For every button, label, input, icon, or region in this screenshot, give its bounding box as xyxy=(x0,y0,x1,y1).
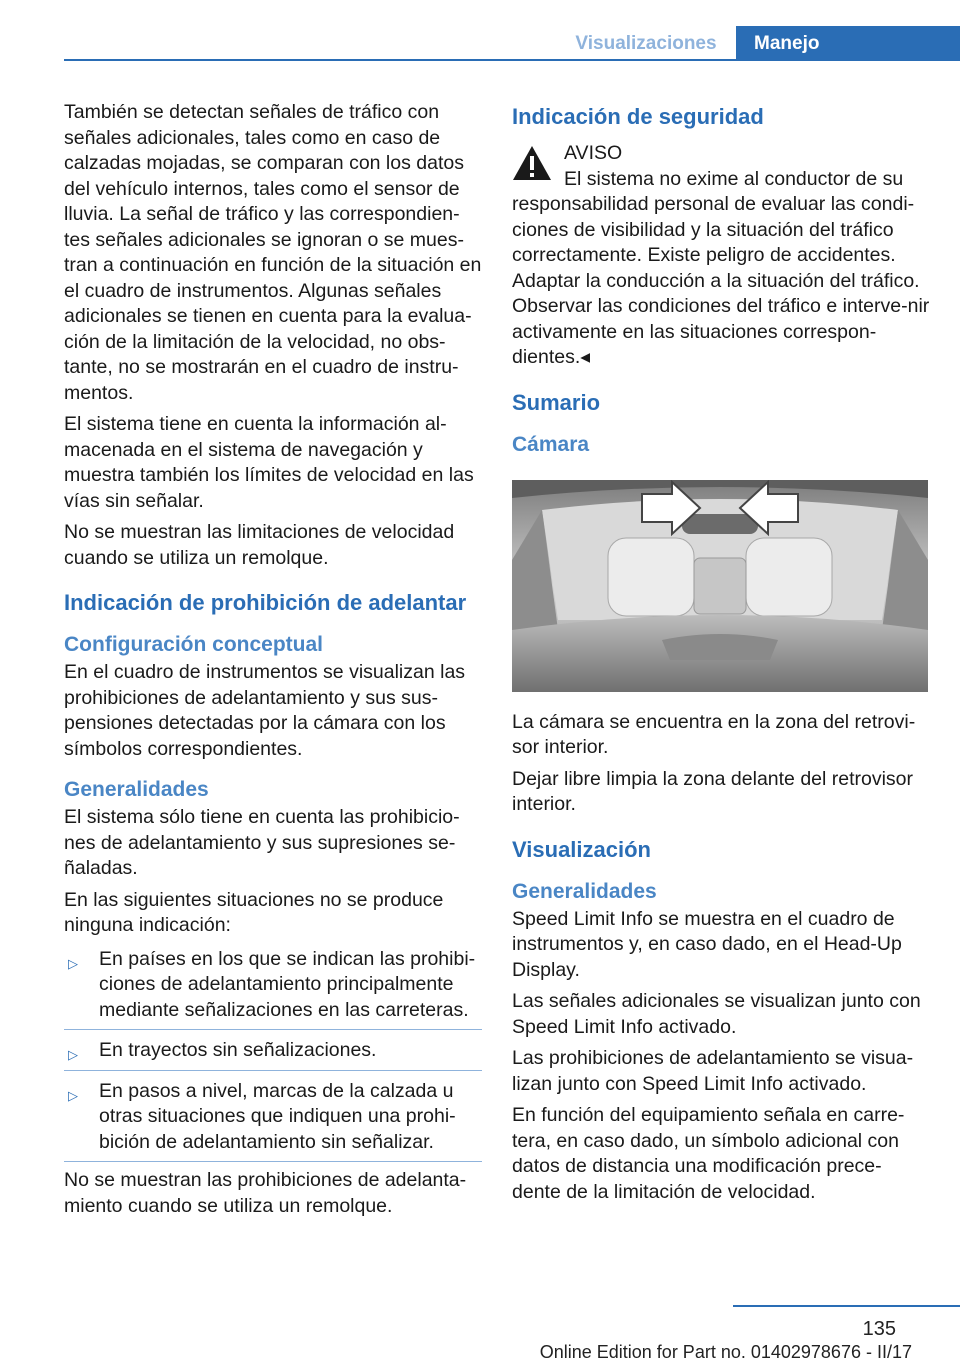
section-heading-safety: Indicación de seguridad xyxy=(512,104,764,129)
paragraph: No se muestran las limitaciones de velocidad cuando se utiliza un remolque. xyxy=(64,521,455,569)
warning-text: responsabilidad personal de evaluar las condi-ciones de visibilidad y la situación del tráfico correctamente. Existe peligro de accidentes. Adaptar la conducción a la situación del tráfico. Observar las condiciones del tráfico e interve-nir activamente en las situaciones correspon-dientes.◂ xyxy=(512,193,930,368)
bullet-list xyxy=(64,945,482,1163)
warning-label: AVISO xyxy=(564,142,623,164)
paragraph: No se muestran las prohibiciones de adelanta-miento cuando se utiliza un remolque. xyxy=(64,1169,467,1217)
bullet-marker-icon: ▷ xyxy=(68,1047,78,1062)
paragraph: El sistema tiene en cuenta la información al-macenada en el sistema de navegación y muestra también los límites de velocidad en las vías sin señalar. xyxy=(64,413,474,512)
subheading-camera: Cámara xyxy=(512,432,590,456)
paragraph: En el cuadro de instrumentos se visualizan las prohibiciones de adelantamiento y sus sus-pensiones detectadas por la cámara con los símbolos correspondientes. xyxy=(64,661,466,760)
subheading-general: Generalidades xyxy=(64,778,209,801)
header-tab-manejo: Manejo xyxy=(736,26,960,61)
right-column xyxy=(512,100,930,1211)
section-heading-summary: Sumario xyxy=(512,389,601,415)
bullet-marker-icon: ▷ xyxy=(68,955,78,971)
paragraph: También se detectan señales de tráfico con señales adicionales, tales como en caso de calzadas mojadas, se comparan con los datos del vehículo internos, tales como el sensor de lluvia. La señal de tráfico y las correspondien-tes señales adicionales se ignoran o se mues-tran a continuación en función de la situación en el cuadro de instrumentos. Algunas señales adicionales se tienen en cuenta para la evalua-ción de la limitación de la velocidad, no obs-tante, no se mostrarán en el cuadro de instru-mentos. xyxy=(64,101,482,404)
header-rule xyxy=(64,59,960,61)
list-item: ▷ En pasos a nivel, marcas de la calzada u otras situaciones que indiquen una prohi-bición de adelantamiento sin señalizar. xyxy=(64,1077,482,1163)
bullet-marker-icon: ▷ xyxy=(68,1087,78,1103)
paragraph: Las prohibiciones de adelantamiento se visua-lizan junto con Speed Limit Info activado. xyxy=(512,1047,914,1095)
paragraph: El sistema sólo tiene en cuenta las prohibicio-nes de adelantamiento y sus supresiones se-ñaladas. xyxy=(64,806,460,879)
page-number: 135 xyxy=(862,1318,896,1340)
section-heading-overtaking: Indicación de prohibición de adelantar xyxy=(64,590,467,615)
subheading-config: Configuración conceptual xyxy=(64,633,324,656)
subheading-general: Generalidades xyxy=(512,879,657,903)
warning-block xyxy=(512,141,930,192)
footer-rule xyxy=(733,1305,960,1307)
paragraph: La cámara se encuentra en la zona del retrovi-sor interior. xyxy=(512,710,916,758)
left-column xyxy=(64,100,482,1225)
camera-location-image xyxy=(512,480,928,692)
footer-edition: Online Edition for Part no. 01402978676 - II/17 xyxy=(539,1342,912,1362)
list-item: ▷ En países en los que se indican las prohibi-ciones de adelantamiento principalmente mediante señalizaciones en las carreteras. xyxy=(64,945,482,1031)
header-tab-visualizaciones: Visualizaciones xyxy=(575,33,717,54)
list-item: ▷ En trayectos sin señalizaciones. xyxy=(64,1036,482,1071)
paragraph: En las siguientes situaciones no se produce ninguna indicación: xyxy=(64,888,444,936)
paragraph: Las señales adicionales se visualizan junto con Speed Limit Info activado. xyxy=(512,990,921,1038)
warning-text-first: El sistema no exime al conductor de su xyxy=(564,167,904,190)
warning-triangle-icon xyxy=(512,145,552,181)
paragraph: Dejar libre limpia la zona delante del retrovisor interior. xyxy=(512,767,914,815)
section-heading-display: Visualización xyxy=(512,836,651,862)
paragraph: Speed Limit Info se muestra en el cuadro de instrumentos y, en caso dado, en el Head-Up Display. xyxy=(512,907,902,981)
paragraph: En función del equipamiento señala en carre-tera, en caso dado, un símbolo adicional con datos de distancia una modificación prece-dente de la limitación de velocidad. xyxy=(512,1104,905,1203)
